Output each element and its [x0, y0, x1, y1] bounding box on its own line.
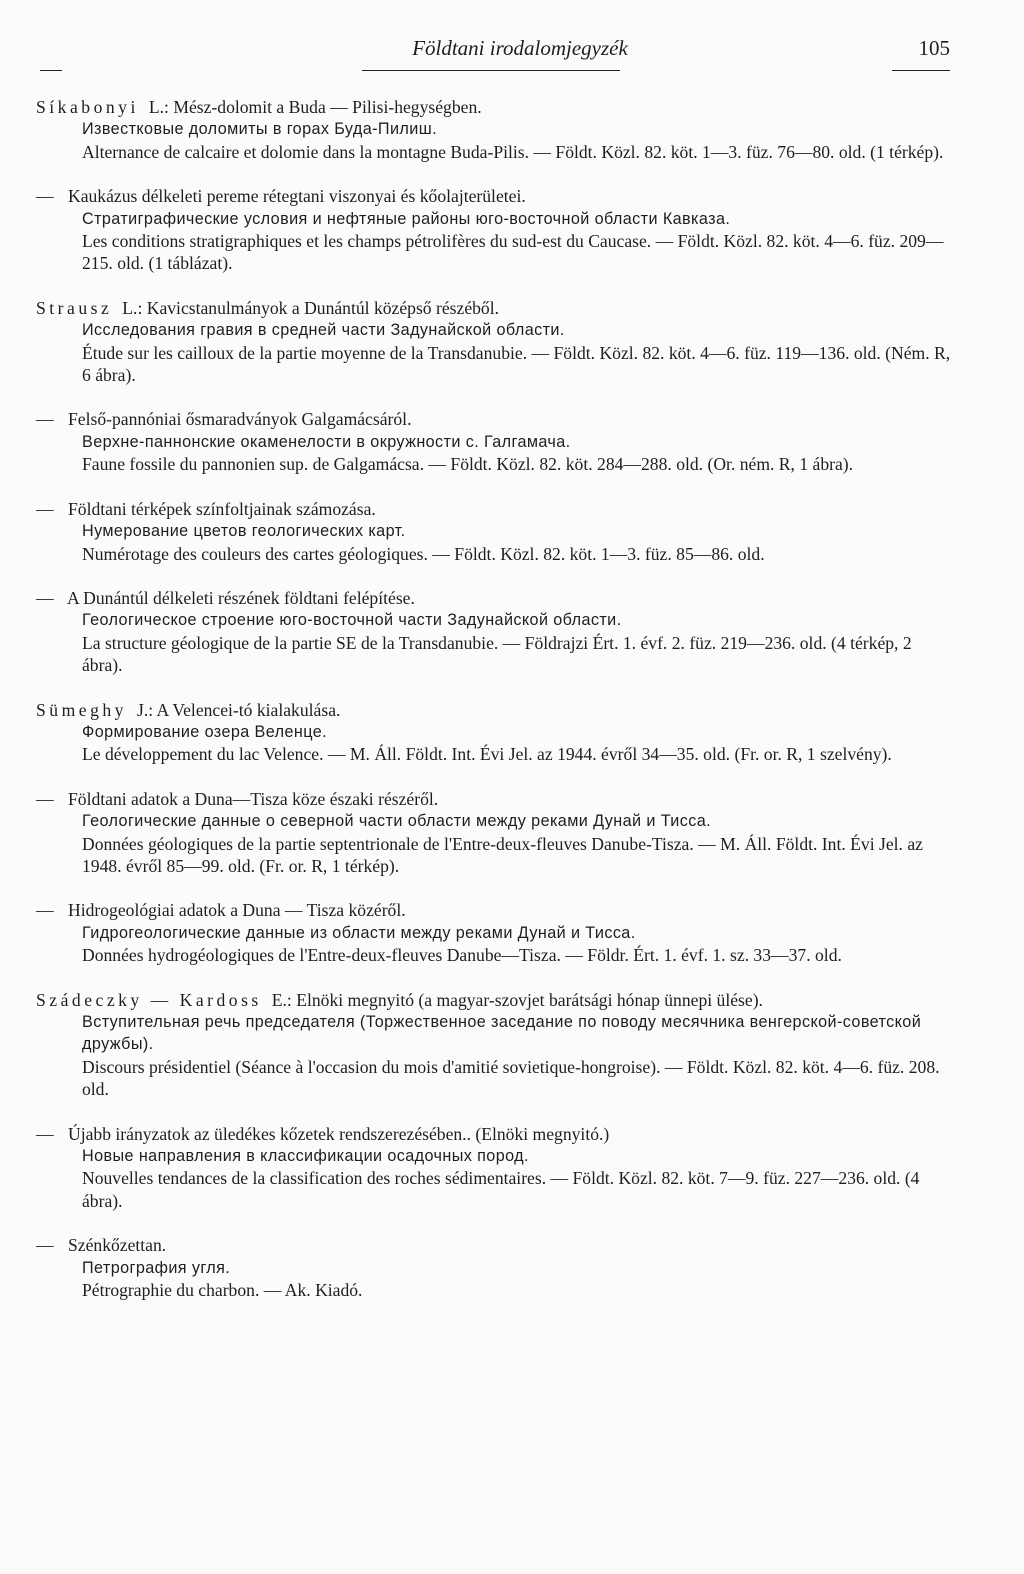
- entry-hungarian-title-line: [36, 1123, 952, 1145]
- russian-title: Нумерование цветов геологических карт.: [82, 522, 406, 541]
- hungarian-title: Kavicstanulmányok a Dunántúl középső részéből.: [146, 297, 500, 318]
- entry-hungarian-title-line: [36, 185, 952, 207]
- french-title-citation: Le développement du lac Velence. — M. Áll. Földt. Int. Évi Jel. az 1944. évről 34—35. old. (Fr. or. R, 1 szelvény).: [82, 744, 892, 765]
- russian-title: Верхне-паннонские окаменелости в окружности с. Галгамача.: [82, 432, 571, 451]
- french-title-citation: Nouvelles tendances de la classification des roches sédimentaires. — Földt. Közl. 82. köt. 7—9. füz. 227—236. old. (4 ábra).: [82, 1168, 920, 1211]
- bibliography-entry: [36, 1123, 952, 1213]
- russian-title: Исследования гравия в средней части Задунайской области.: [82, 321, 565, 340]
- russian-title: Гидрогеологические данные из области между реками Дунай и Тисса.: [82, 923, 636, 942]
- author-name: Síkabonyi: [36, 97, 139, 117]
- page-number: 105: [918, 36, 950, 60]
- page-header: [40, 36, 950, 76]
- bibliography-entry: [36, 408, 952, 475]
- russian-title: Вступительная речь председателя (Торжественное заседание по поводу месячника венгерской-советской дружбы).: [82, 1013, 922, 1054]
- russian-title: Известковые доломиты в горах Буда-Пилиш.: [82, 120, 437, 139]
- author-name: Sümeghy: [36, 699, 127, 720]
- russian-title: Формирование озера Веленце.: [82, 722, 327, 741]
- bibliography-entry: [36, 1234, 952, 1301]
- ditto-dash: —: [36, 1235, 54, 1256]
- entry-hungarian-title-line: [36, 788, 952, 810]
- hungarian-title: Kaukázus délkeleti pereme rétegtani viszonyai és kőolajterületei.: [68, 186, 526, 207]
- entry-hungarian-title-line: [36, 297, 952, 319]
- russian-title: Геологическое строение юго-восточной части Задунайской области.: [82, 611, 622, 630]
- bibliography-entry: [36, 96, 952, 163]
- entry-hungarian-title-line: [36, 989, 952, 1011]
- running-title: Földtani irodalomjegyzék: [412, 36, 628, 60]
- ditto-dash: —: [36, 409, 54, 430]
- bibliography-entry: [36, 587, 952, 677]
- french-title-citation: Données hydrogéologiques de l'Entre-deux-fleuves Danube—Tisza. — Földr. Ért. 1. évf. 1. sz. 33—37. old.: [82, 945, 842, 966]
- hungarian-title: Hidrogeológiai adatok a Duna — Tisza közéről.: [68, 900, 406, 921]
- hungarian-title: Szénkőzettan.: [68, 1235, 167, 1256]
- ditto-dash: —: [36, 587, 54, 608]
- russian-title: Геологические данные о северной части области между реками Дунай и Тисса.: [82, 812, 712, 831]
- bibliography-entry: [36, 297, 952, 387]
- entry-hungarian-title-line: [36, 96, 952, 118]
- header-rule-center: [362, 70, 620, 71]
- entry-hungarian-title-line: [36, 699, 952, 721]
- bibliography-entry: [36, 185, 952, 275]
- author-initial: J.:: [136, 699, 154, 720]
- bibliography-entry: [36, 498, 952, 565]
- hungarian-title: A Dunántúl délkeleti részének földtani felépítése.: [67, 587, 415, 608]
- entry-hungarian-title-line: [36, 587, 952, 609]
- author-initial: E.:: [271, 989, 292, 1010]
- entry-hungarian-title-line: [36, 1234, 952, 1256]
- russian-title: Стратиграфические условия и нефтяные районы юго-восточной области Кавказа.: [82, 209, 731, 228]
- bibliography-entry: [36, 989, 952, 1101]
- french-title-citation: Étude sur les cailloux de la partie moyenne de la Transdanubie. — Földt. Közl. 82. köt. 4—6. füz. 119—136. old. (Ném. R, 6 ábra).: [82, 342, 951, 386]
- hungarian-title: Elnöki megnyitó (a magyar-szovjet barátsági hónap ünnepi ülése).: [296, 989, 763, 1010]
- french-title-citation: Les conditions stratigraphiques et les champs pétrolifères du sud-est du Caucase. — Földt. Közl. 82. köt. 4—6. füz. 209—215. old. (1 táblázat).: [82, 231, 944, 274]
- header-rule-left: [40, 70, 62, 71]
- french-title-citation: Données géologiques de la partie septentrionale de l'Entre-deux-fleuves Danube-Tisza. — M. Áll. Földt. Int. Évi Jel. az 1948. évről 85—99. old. (Fr. or. R, 1 térkép).: [82, 833, 923, 876]
- ditto-dash: —: [36, 186, 54, 207]
- french-title-citation: Faune fossile du pannonien sup. de Galgamácsa. — Földt. Közl. 82. köt. 284—288. old. (Or. ném. R, 1 ábra).: [82, 454, 854, 475]
- author-name: Strausz: [36, 297, 113, 318]
- bibliography-entry: [36, 699, 952, 766]
- author-initial: L.:: [148, 97, 169, 117]
- ditto-dash: —: [36, 788, 54, 809]
- french-title-citation: La structure géologique de la partie SE de la Transdanubie. — Földrajzi Ért. 1. évf. 2. füz. 219—236. old. (4 térkép, 2 ábra).: [82, 632, 912, 676]
- bibliography-entry: [36, 788, 952, 878]
- entry-hungarian-title-line: [36, 899, 952, 921]
- hungarian-title: Földtani adatok a Duna—Tisza köze északi részéről.: [68, 788, 439, 809]
- hungarian-title: A Velencei-tó kialakulása.: [156, 699, 341, 720]
- entry-hungarian-title-line: [36, 498, 952, 520]
- bibliography-entry: [36, 899, 952, 966]
- hungarian-title: Felső-pannóniai ősmaradványok Galgamácsáról.: [68, 409, 412, 430]
- author-name: Szádeczky — Kardoss: [36, 989, 262, 1010]
- french-title-citation: Numérotage des couleurs des cartes géologiques. — Földt. Közl. 82. köt. 1—3. füz. 85—86. old.: [82, 543, 765, 564]
- ditto-dash: —: [36, 498, 54, 519]
- hungarian-title: Újabb irányzatok az üledékes kőzetek rendszerezésében.. (Elnöki megnyitó.): [68, 1123, 610, 1144]
- hungarian-title: Mész-dolomit a Buda — Pilisi-hegységben.: [173, 97, 482, 117]
- french-title-citation: Alternance de calcaire et dolomie dans la montagne Buda-Pilis. — Földt. Közl. 82. köt. 1—3. füz. 76—80. old. (1 térkép).: [82, 141, 944, 162]
- russian-title: Петрография угля.: [82, 1258, 231, 1277]
- hungarian-title: Földtani térképek színfoltjainak számozása.: [68, 498, 376, 519]
- ditto-dash: —: [36, 900, 54, 921]
- bibliography-list: [36, 96, 952, 1323]
- russian-title: Новые направления в классификации осадочных пород.: [82, 1147, 529, 1166]
- header-rule-right: [892, 70, 950, 71]
- entry-hungarian-title-line: [36, 408, 952, 430]
- author-initial: L.:: [122, 297, 143, 318]
- french-title-citation: Discours présidentiel (Séance à l'occasion du mois d'amitié sovietique-hongroise). — Földt. Közl. 82. köt. 4—6. füz. 208. old.: [82, 1056, 940, 1100]
- ditto-dash: —: [36, 1123, 54, 1144]
- french-title-citation: Pétrographie du charbon. — Ak. Kiadó.: [82, 1280, 363, 1301]
